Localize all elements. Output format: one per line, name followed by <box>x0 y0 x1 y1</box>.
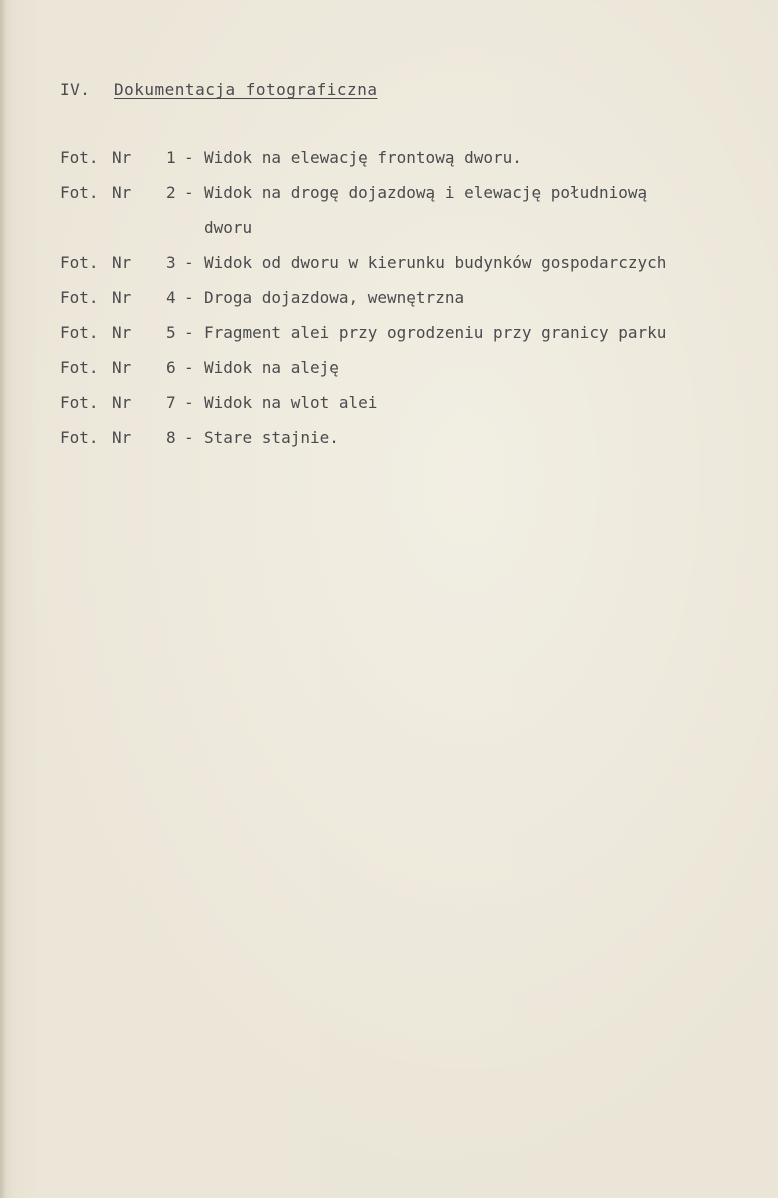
item-description: Widok na elewację frontową dworu. <box>204 148 522 167</box>
item-number: 6 <box>166 358 176 377</box>
list-item <box>60 180 760 240</box>
item-description: Widok na aleję <box>204 358 339 377</box>
item-dash: - <box>184 323 194 342</box>
list-item <box>60 390 760 415</box>
item-prefix: Fot. <box>60 393 99 412</box>
list-item <box>60 250 760 275</box>
item-description: Widok na drogę dojazdową i elewację południową <box>204 183 648 202</box>
item-number: 8 <box>166 428 176 447</box>
item-number: 1 <box>166 148 176 167</box>
item-prefix: Fot. <box>60 358 99 377</box>
list-item <box>60 320 760 345</box>
item-prefix: Fot. <box>60 183 99 202</box>
page-left-edge <box>0 0 6 1198</box>
item-description-continued: dworu <box>204 218 253 237</box>
list-item <box>60 355 760 380</box>
item-prefix: Fot. <box>60 428 99 447</box>
item-dash: - <box>184 148 194 167</box>
item-description: Droga dojazdowa, wewnętrzna <box>204 288 465 307</box>
item-number: 2 <box>166 183 176 202</box>
item-nr-label: Nr <box>112 253 132 272</box>
item-nr-label: Nr <box>112 148 132 167</box>
item-dash: - <box>184 288 194 307</box>
item-dash: - <box>184 393 194 412</box>
item-number: 3 <box>166 253 176 272</box>
section-number: IV. <box>60 80 91 99</box>
item-dash: - <box>184 428 194 447</box>
item-prefix: Fot. <box>60 323 99 342</box>
list-item <box>60 285 760 310</box>
item-dash: - <box>184 183 194 202</box>
item-nr-label: Nr <box>112 358 132 377</box>
item-nr-label: Nr <box>112 428 132 447</box>
item-nr-label: Nr <box>112 288 132 307</box>
list-item <box>60 145 760 170</box>
item-nr-label: Nr <box>112 323 132 342</box>
photo-list <box>60 145 760 460</box>
item-prefix: Fot. <box>60 148 99 167</box>
item-description: Fragment alei przy ogrodzeniu przy granicy parku <box>204 323 667 342</box>
item-description: Widok od dworu w kierunku budynków gospodarczych <box>204 253 667 272</box>
item-number: 7 <box>166 393 176 412</box>
section-heading <box>60 80 377 99</box>
item-dash: - <box>184 253 194 272</box>
item-number: 4 <box>166 288 176 307</box>
item-dash: - <box>184 358 194 377</box>
item-description-block <box>204 180 760 240</box>
item-description: Widok na wlot alei <box>204 393 378 412</box>
item-prefix: Fot. <box>60 253 99 272</box>
item-prefix: Fot. <box>60 288 99 307</box>
item-nr-label: Nr <box>112 183 132 202</box>
item-description: Stare stajnie. <box>204 428 339 447</box>
item-nr-label: Nr <box>112 393 132 412</box>
list-item <box>60 425 760 450</box>
item-number: 5 <box>166 323 176 342</box>
section-title: Dokumentacja fotograficzna <box>114 80 378 99</box>
